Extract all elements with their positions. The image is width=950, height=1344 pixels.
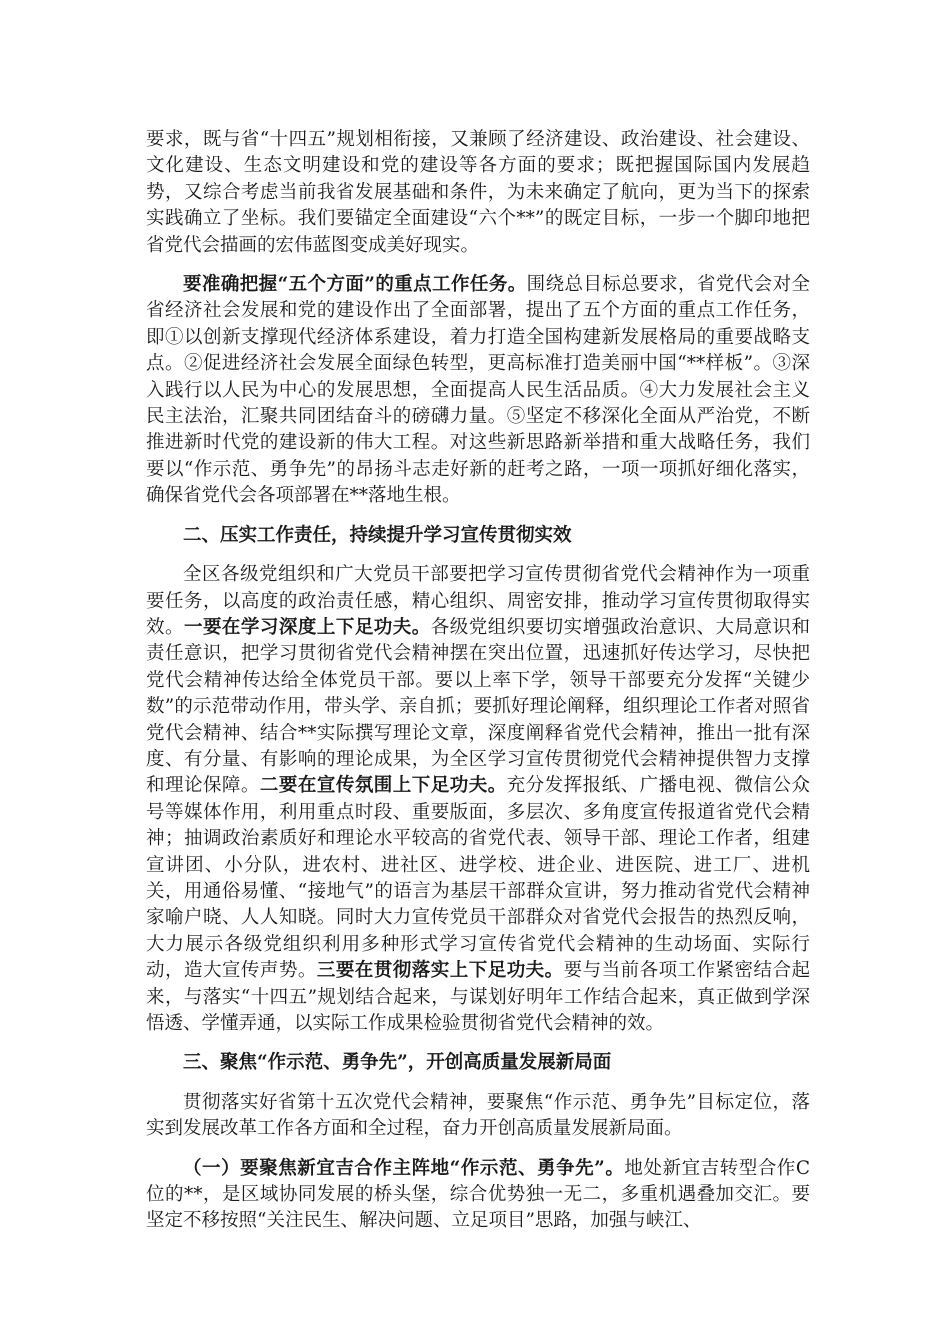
section-heading-three [146, 1050, 810, 1076]
paragraph-study-publicity [146, 562, 810, 1037]
paragraph-lead-bold: 要准确把握“五个方面”的重点工作任务。 [183, 274, 527, 296]
paragraph-intro-continuation [146, 127, 810, 259]
paragraph-text: 各级党组织要切实增强政治意识、大局意识和责任意识，把学习贯彻省党代会精神摆在突出位置，迅速抓好传达学习，尽快把党代会精神传达给全体党员干部。要以上率下学，领导干部要充分发挥“关键少数”的示范带动作用，带头学、亲自抓；要抓好理论阐释，组织理论工作者对照省党代会精神、结合**实际撰写理论文章，深度阐释省党代会精神，推出一批有深度、有分量、有影响的理论成果，为全区学习宣传贯彻党代会精神提供智力支撑和理论保障。 [146, 616, 810, 797]
paragraph-point-one-bold: 一要在学习深度上下足功夫。 [183, 616, 431, 638]
paragraph-implementation [146, 1090, 810, 1143]
paragraph-text: 要求，既与省“十四五”规划相衔接，又兼顾了经济建设、政治建设、社会建设、文化建设、生态文明建设和党的建设等各方面的要求；既把握国际国内发展趋势，又综合考虑当前我省发展基础和条件，为未来确定了航向，更为当下的探索实践确立了坐标。我们要锚定全面建设“六个**”的既定目标，一步一个脚印地把省党代会描画的宏伟蓝图变成美好现实。 [146, 129, 810, 256]
paragraph-text: 要与当前各项工作紧密结合起来，与落实“十四五”规划结合起来，与谋划好明年工作结合起来，真正做到学深悟透、学懂弄通，以实际工作成果检验贯彻省党代会精神的效。 [146, 960, 810, 1034]
paragraph-text: 充分发挥报纸、广播电视、微信公众号等媒体作用，利用重点时段、重要版面，多层次、多角度宣传报道省党代会精神；抽调政治素质好和理论水平较高的省党代表、领导干部、理论工作者，组建宣讲团、小分队，进农村、进社区、进学校、进企业、进医院、进工厂、进机关，用通俗易懂、“接地气”的语言为基层干部群众宣讲，努力推动省党代会精神家喻户晓、人人知晓。同时大力宣传党员干部群众对省党代会报告的热烈反响，大力展示各级党组织利用多种形式学习宣传省党代会精神的生动场面、实际行动，造大宣传声势。 [146, 775, 810, 982]
paragraph-five-aspects [146, 272, 810, 510]
document-body [146, 127, 810, 1235]
section-heading-two [146, 523, 810, 549]
paragraph-text: 地处新宜吉转型合作C位的**，是区域协同发展的桥头堡，综合优势独一无二，多重机遇叠加交汇。要坚定不移按照“关注民生、解决问题、立足项目”思路，加强与峡江、 [146, 1157, 810, 1232]
paragraph-text: 贯彻落实好省第十五次党代会精神，要聚焦“作示范、勇争先”目标定位，落实到发展改革工作各方面和全过程，奋力开创高质量发展新局面。 [146, 1091, 810, 1140]
paragraph-subsection-one [146, 1156, 810, 1235]
heading-text: 三、聚焦“作示范、勇争先”，开创高质量发展新局面 [183, 1052, 612, 1074]
heading-text: 二、压实工作责任，持续提升学习宣传贯彻实效 [183, 524, 572, 546]
paragraph-text: 全区各级党组织和广大党员干部要把学习宣传贯彻省党代会精神作为一项重要任务，以高度的政治责任感，精心组织、周密安排，推动学习宣传贯彻取得实效。 [146, 564, 810, 638]
paragraph-point-two-bold: 二要在宣传氛围上下足功夫。 [259, 775, 507, 797]
paragraph-text: 围绕总目标总要求，省党代会对全省经济社会发展和党的建设作出了全面部署，提出了五个方面的重点工作任务，即①以创新支撑现代经济体系建设，着力打造全国构建新发展格局的重要战略支点。②促进经济社会发展全面绿色转型，更高标准打造美丽中国“**样板”。③深入践行以人民为中心的发展思想，全面提高人民生活品质。④大力发展社会主义民主法治，汇聚共同团结奋斗的磅礴力量。⑤坚定不移深化全面从严治党，不断推进新时代党的建设新的伟大工程。对这些新思路新举措和重大战略任务，我们要以“作示范、勇争先”的昂扬斗志走好新的赶考之路，一项一项抓好细化落实，确保省党代会各项部署在**落地生根。 [146, 274, 810, 507]
paragraph-point-three-bold: 三要在贯彻落实上下足功夫。 [316, 960, 564, 982]
paragraph-lead-bold: （一）要聚焦新宜吉合作主阵地“作示范、勇争先”。 [183, 1157, 625, 1179]
